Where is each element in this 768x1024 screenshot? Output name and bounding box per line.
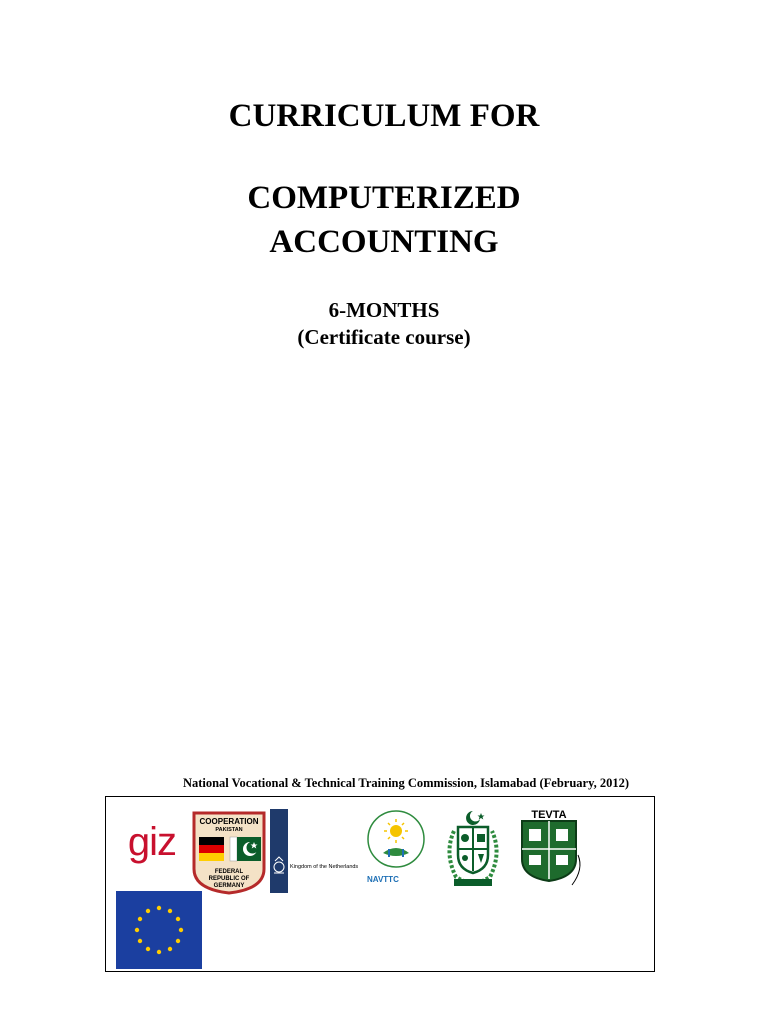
course-duration: 6-MONTHS bbox=[328, 298, 440, 322]
netherlands-logo bbox=[270, 809, 359, 893]
cooperation-logo bbox=[190, 809, 268, 895]
netherlands-logo-text: Kingdom of the Netherlands bbox=[290, 864, 359, 870]
navttc-logo-text: NAVTTC bbox=[367, 875, 399, 884]
tevta-logo bbox=[518, 805, 594, 895]
navttc-logo bbox=[363, 809, 429, 889]
course-type: (Certificate course) bbox=[297, 325, 471, 349]
giz-logo-text: giz bbox=[127, 820, 177, 864]
partner-logos-box bbox=[105, 796, 655, 972]
title-line-2: COMPUTERIZED bbox=[247, 180, 521, 216]
title-line-1: CURRICULUM FOR bbox=[228, 98, 540, 134]
eu-flag-logo bbox=[116, 891, 202, 969]
cooperation-partner: FEDERAL REPUBLIC OF GERMANY bbox=[208, 869, 250, 889]
title-line-3: ACCOUNTING bbox=[269, 224, 499, 260]
cooperation-title: COOPERATION bbox=[199, 817, 259, 826]
netherlands-crest-icon bbox=[270, 809, 359, 893]
giz-logo bbox=[120, 815, 184, 869]
tevta-logo-text: TEVTA bbox=[531, 809, 567, 821]
cooperation-country: PAKISTAN bbox=[215, 827, 243, 833]
publisher-line: National Vocational & Technical Training Commission, Islamabad (February, 2012) bbox=[182, 776, 630, 790]
navttc-emblem-icon bbox=[363, 809, 429, 875]
pakistan-emblem-logo bbox=[440, 807, 506, 893]
pakistan-emblem-icon bbox=[440, 807, 506, 893]
eu-flag-icon bbox=[116, 891, 202, 969]
